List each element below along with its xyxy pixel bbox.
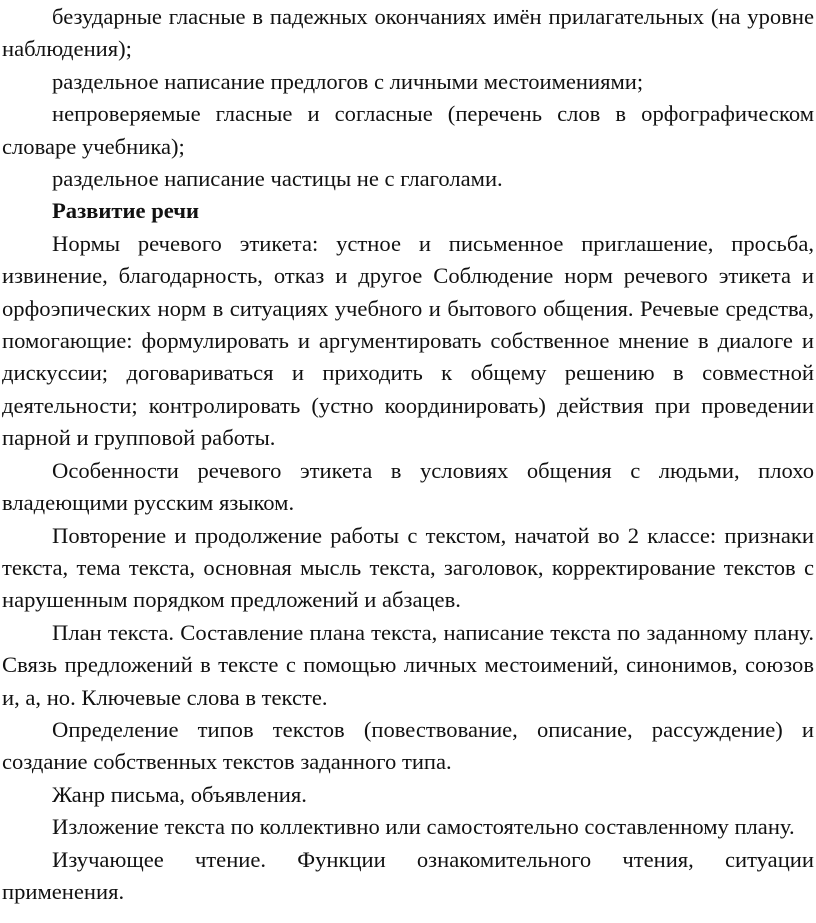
section-heading: Развитие речи bbox=[52, 198, 199, 224]
paragraph: раздельное написание предлогов с личными местоимениями; bbox=[52, 68, 644, 94]
paragraph: Изложение текста по коллективно или самостоятельно составленному плану. bbox=[52, 814, 795, 840]
paragraph: Определение типов текстов (повествование, описание, рассуждение) и создание собственных текстов заданного типа. bbox=[2, 716, 814, 775]
paragraph: План текста. Составление плана текста, написание текста по заданному плану. Связь предложений в тексте с помощью личных местоимений, синонимов, союзов и, а, но. Ключевые слова в тексте. bbox=[2, 619, 814, 710]
paragraph: безударные гласные в падежных окончаниях имён прилагательных (на уровне наблюдения); bbox=[2, 4, 814, 62]
paragraph: Нормы речевого этикета: устное и письменное приглашение, просьба, извинение, благодарность, отказ и другое Соблюдение норм речевого этикета и орфоэпических норм в ситуациях учебного и бытового общения. Речевые средства, помогающие: формулировать и аргументировать собственное мнение в диалоге и дискуссии; договариваться и приходить к общему решению в совместной деятельности; контролировать (устно координировать) действия при проведении парной и групповой работы. bbox=[2, 230, 814, 451]
paragraph: Особенности речевого этикета в условиях общения с людьми, плохо владеющими русским языком. bbox=[2, 457, 814, 516]
paragraph: Жанр письма, объявления. bbox=[52, 781, 307, 807]
paragraph: Изучающее чтение. Функции ознакомительного чтения, ситуации применения. bbox=[2, 846, 814, 904]
paragraph: раздельное написание частицы не с глаголами. bbox=[52, 166, 503, 192]
paragraph: Повторение и продолжение работы с текстом, начатой во 2 классе: признаки текста, тема текста, основная мысль текста, заголовок, корректирование текстов с нарушенным порядком предложений и абзацев. bbox=[2, 522, 814, 613]
paragraph: непроверяемые гласные и согласные (перечень слов в орфографическом словаре учебника); bbox=[2, 101, 814, 159]
